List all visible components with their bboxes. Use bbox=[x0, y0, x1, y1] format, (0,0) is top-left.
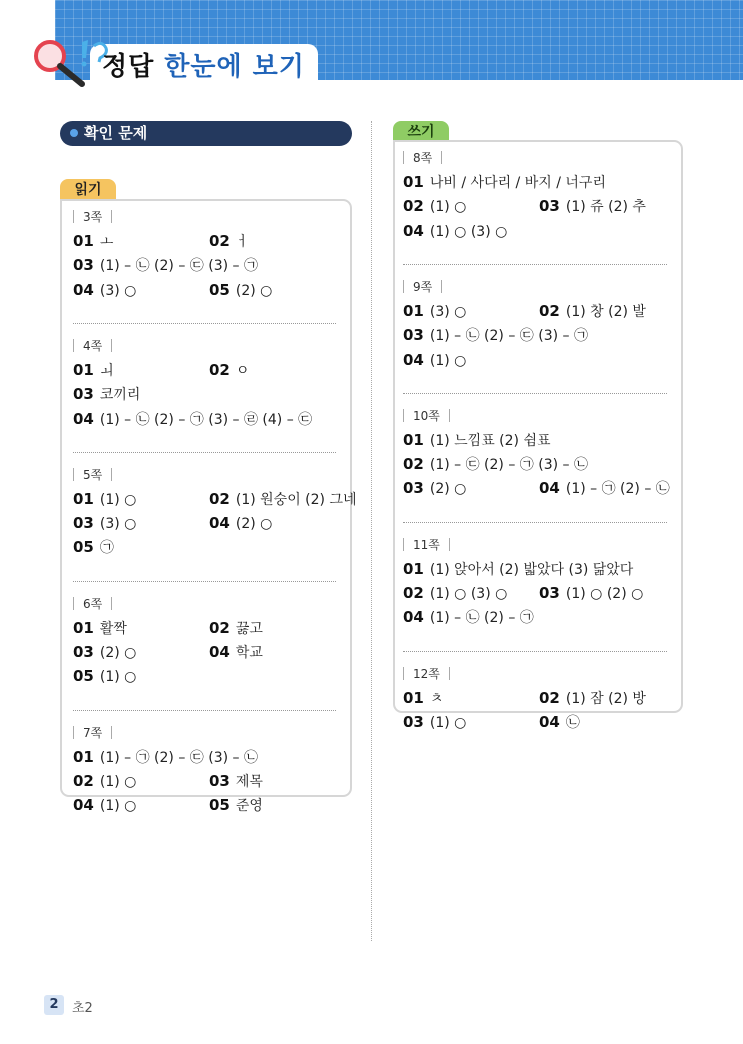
answer-item: 02 끓고 bbox=[209, 618, 263, 637]
answer-item: 04 (1) ○ bbox=[73, 796, 137, 815]
block-separator bbox=[403, 522, 667, 523]
page-number-badge: 2 bbox=[44, 995, 64, 1015]
answer-item: 04 (1) – ㉡ (2) – ㉠ (3) – ㉣ (4) – ㉢ bbox=[73, 409, 313, 428]
page-title: 정답 한눈에 보기 bbox=[102, 52, 305, 82]
answer-item: 02 (1) 창 (2) 발 bbox=[539, 301, 646, 320]
page-ref-label: 3쪽 bbox=[73, 208, 121, 225]
page-ref-label: 10쪽 bbox=[403, 407, 459, 424]
page-ref-label: 4쪽 bbox=[73, 337, 121, 354]
answer-item: 03 제목 bbox=[209, 771, 263, 790]
answer-item: 02 ㅓ bbox=[209, 232, 250, 250]
section-title: 확인 문제 bbox=[84, 124, 148, 142]
block-separator bbox=[403, 393, 667, 394]
answer-item: 02 (1) 잠 (2) 방 bbox=[539, 688, 646, 707]
answer-item: 05 (1) ○ bbox=[73, 667, 137, 686]
answer-item: 03 (1) ○ bbox=[403, 712, 467, 731]
answer-item: 04 학교 bbox=[209, 643, 263, 661]
answer-item: 03 (2) ○ bbox=[403, 479, 467, 498]
answer-item: 04 (1) – ㉠ (2) – ㉡ bbox=[539, 479, 670, 498]
answer-item: 01 (1) 느낌표 (2) 쉼표 bbox=[403, 430, 551, 449]
answer-item: 03 (1) – ㉡ (2) – ㉢ (3) – ㉠ bbox=[73, 256, 258, 275]
answer-item: 03 (2) ○ bbox=[73, 643, 137, 661]
answer-item: 02 (1) ○ bbox=[73, 771, 137, 790]
read-tab-label: 읽기 bbox=[60, 179, 116, 201]
answer-item: 05 (2) ○ bbox=[209, 280, 273, 299]
block-separator bbox=[73, 452, 336, 453]
page-ref-label: 7쪽 bbox=[73, 724, 121, 741]
page-ref-label: 5쪽 bbox=[73, 466, 121, 483]
answer-item: 02 (1) 원숭이 (2) 그네 bbox=[209, 489, 357, 508]
answer-item: 01 (1) ○ bbox=[73, 489, 137, 508]
page-ref-label: 9쪽 bbox=[403, 278, 451, 295]
answer-item: 05 ㉠ bbox=[73, 538, 114, 557]
block-separator bbox=[403, 651, 667, 652]
answer-item: 02 (1) – ㉢ (2) – ㉠ (3) – ㉡ bbox=[403, 455, 588, 474]
answer-item: 04 (1) – ㉡ (2) – ㉠ bbox=[403, 608, 534, 627]
answer-item: 03 (1) – ㉡ (2) – ㉢ (3) – ㉠ bbox=[403, 326, 588, 345]
answer-item: 02 (1) ○ bbox=[403, 197, 467, 216]
answer-item: 01 ㅗ bbox=[73, 232, 114, 250]
page-ref-label: 12쪽 bbox=[403, 665, 459, 682]
answer-item: 01 (1) 앉아서 (2) 밟았다 (3) 닮았다 bbox=[403, 559, 634, 578]
answer-item: 04 (1) ○ (3) ○ bbox=[403, 221, 508, 240]
answer-item: 01 (1) – ㉠ (2) – ㉢ (3) – ㉡ bbox=[73, 747, 258, 766]
answer-item: 02 ㅇ bbox=[209, 360, 250, 379]
page-ref-label: 8쪽 bbox=[403, 149, 451, 166]
column-divider bbox=[371, 121, 372, 941]
block-separator bbox=[73, 323, 336, 324]
answer-item: 02 (1) ○ (3) ○ bbox=[403, 584, 508, 602]
page-ref-label: 6쪽 bbox=[73, 595, 121, 612]
answer-item: 01 (3) ○ bbox=[403, 301, 467, 320]
bullet-dot-icon bbox=[70, 129, 78, 137]
block-separator bbox=[73, 581, 336, 582]
answer-item: 05 준영 bbox=[209, 796, 263, 815]
write-tab-label: 쓰기 bbox=[393, 121, 449, 143]
block-separator bbox=[73, 710, 336, 711]
answer-item: 01 나비 / 사다리 / 바지 / 너구리 bbox=[403, 173, 606, 191]
page-ref-label: 11쪽 bbox=[403, 536, 459, 553]
answer-item: 03 (3) ○ bbox=[73, 514, 137, 533]
answer-item: 03 (1) 쥬 (2) 추 bbox=[539, 197, 646, 216]
answer-item: 01 ㅊ bbox=[403, 688, 444, 707]
section-header-check-questions bbox=[60, 121, 352, 146]
answer-item: 01 활짝 bbox=[73, 618, 127, 637]
answer-item: 04 (1) ○ bbox=[403, 350, 467, 369]
answer-item: 03 코끼리 bbox=[73, 385, 141, 404]
answer-item: 03 (1) ○ (2) ○ bbox=[539, 584, 644, 602]
footer-grade-label: 초2 bbox=[72, 1001, 93, 1016]
answer-item: 01 ㅚ bbox=[73, 360, 114, 379]
answer-item: 04 (2) ○ bbox=[209, 514, 273, 533]
answer-item: 04 (3) ○ bbox=[73, 280, 137, 299]
answer-item: 04 ㉡ bbox=[539, 712, 580, 731]
block-separator bbox=[403, 264, 667, 265]
